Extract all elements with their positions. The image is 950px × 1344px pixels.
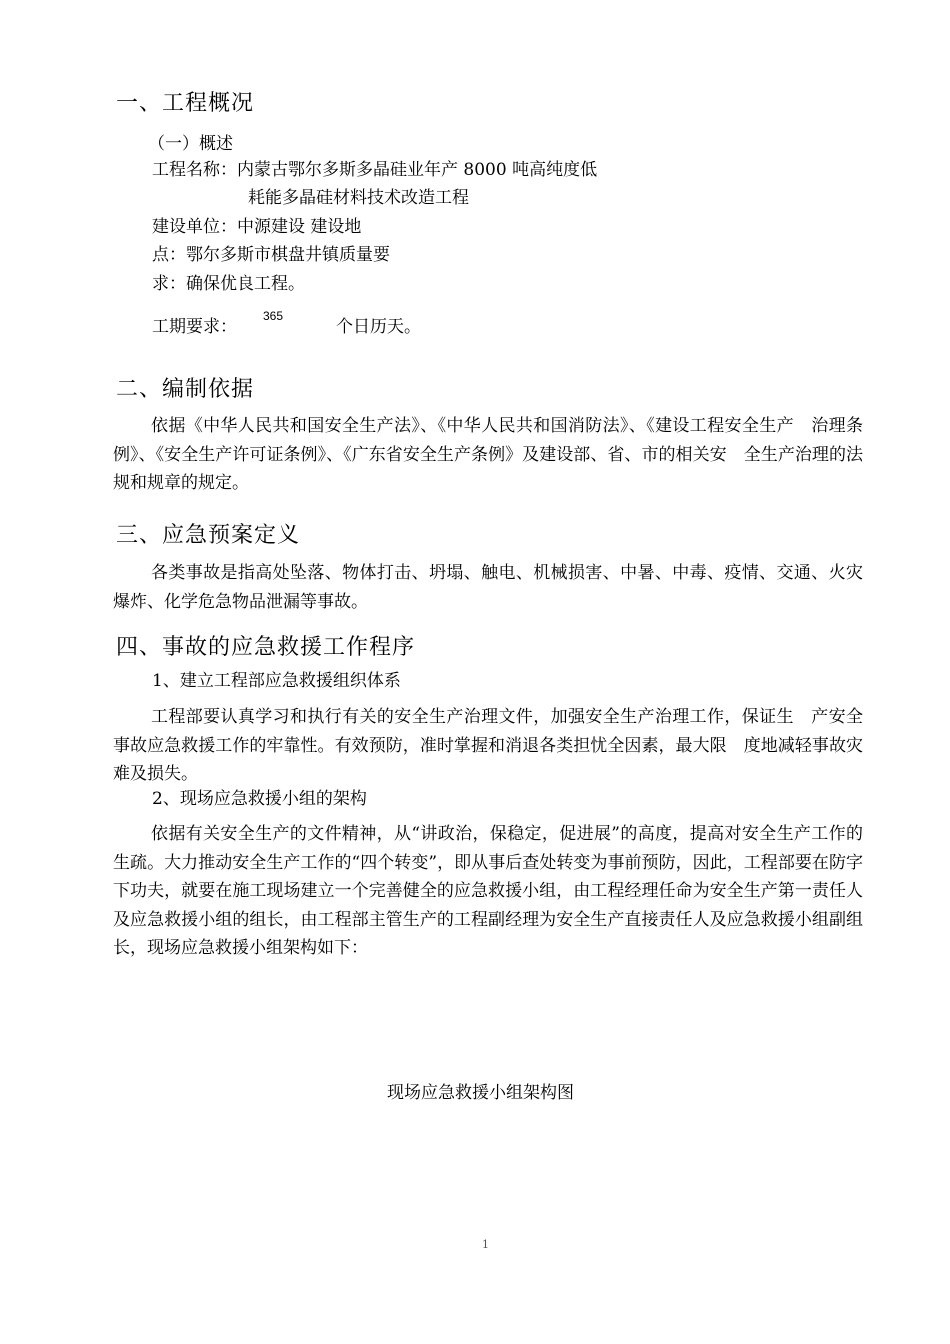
item-1-title: 1、建立工程部应急救援组织体系	[152, 671, 401, 691]
figure-title: 现场应急救援小组架构图	[387, 1083, 574, 1103]
project-name-line-2: 耗能多晶硅材料技术改造工程	[248, 188, 469, 208]
period-value: 365	[263, 309, 284, 323]
item-2-paragraph: 依据有关安全生产的文件精神，从“讲政治，保稳定，促进展”的高度，提高对安全生产工作的生疏。大力推动安全生产工作的“四个转变”，即从事后查处转变为事前预防，因此，工程部要在防字下功夫，就要在施工现场建立一个完善健全的应急救援小组，由工程经理任命为安全生产第一责任人及应急救援小组的组长，由工程部主管生产的工程副经理为安全生产直接责任人及应急救援小组副组长，现场应急救援小组架构如下：	[113, 824, 863, 958]
construction-unit-line: 建设单位：中源建设 建设地	[152, 217, 362, 237]
heading-project-overview: 一、工程概况	[116, 91, 255, 116]
heading-basis: 二、编制依据	[116, 377, 255, 402]
period-label: 工期要求：	[152, 317, 237, 337]
heading-rescue-procedure: 四、事故的应急救援工作程序	[116, 635, 416, 660]
item-1-paragraph: 工程部要认真学习和执行有关的安全生产治理文件，加强安全生产治理工作，保证生 产安全事故应急救援工作的牢靠性。有效预防，准时掌握和消退各类担忧全因素，最大限 度地减轻事故灾难及损失。	[113, 707, 863, 784]
item-2-title: 2、现场应急救援小组的架构	[152, 789, 367, 809]
basis-paragraph: 依据《中华人民共和国安全生产法》、《中华人民共和国消防法》、《建设工程安全生产 治理条例》、《安全生产许可证条例》、《广东省安全生产条例》及建设部、省、市的相关安 全生产治理的法规和规章的规定。	[113, 416, 863, 493]
quality-requirement-line: 求：确保优良工程。	[152, 274, 305, 294]
subheading-overview: （一）概述	[148, 134, 233, 154]
construction-place-line: 点：鄂尔多斯市棋盘井镇质量要	[152, 245, 390, 265]
period-unit: 个日历天。	[336, 317, 421, 337]
heading-plan-definition: 三、应急预案定义	[116, 523, 301, 548]
project-name-line-1: 工程名称：内蒙古鄂尔多斯多晶硅业年产 8000 吨高纯度低	[152, 160, 598, 180]
page-number: 1	[482, 1238, 489, 1251]
definition-paragraph: 各类事故是指高处坠落、物体打击、坍塌、触电、机械损害、中暑、中毒、疫情、交通、火灾爆炸、化学危急物品泄漏等事故。	[113, 563, 863, 612]
